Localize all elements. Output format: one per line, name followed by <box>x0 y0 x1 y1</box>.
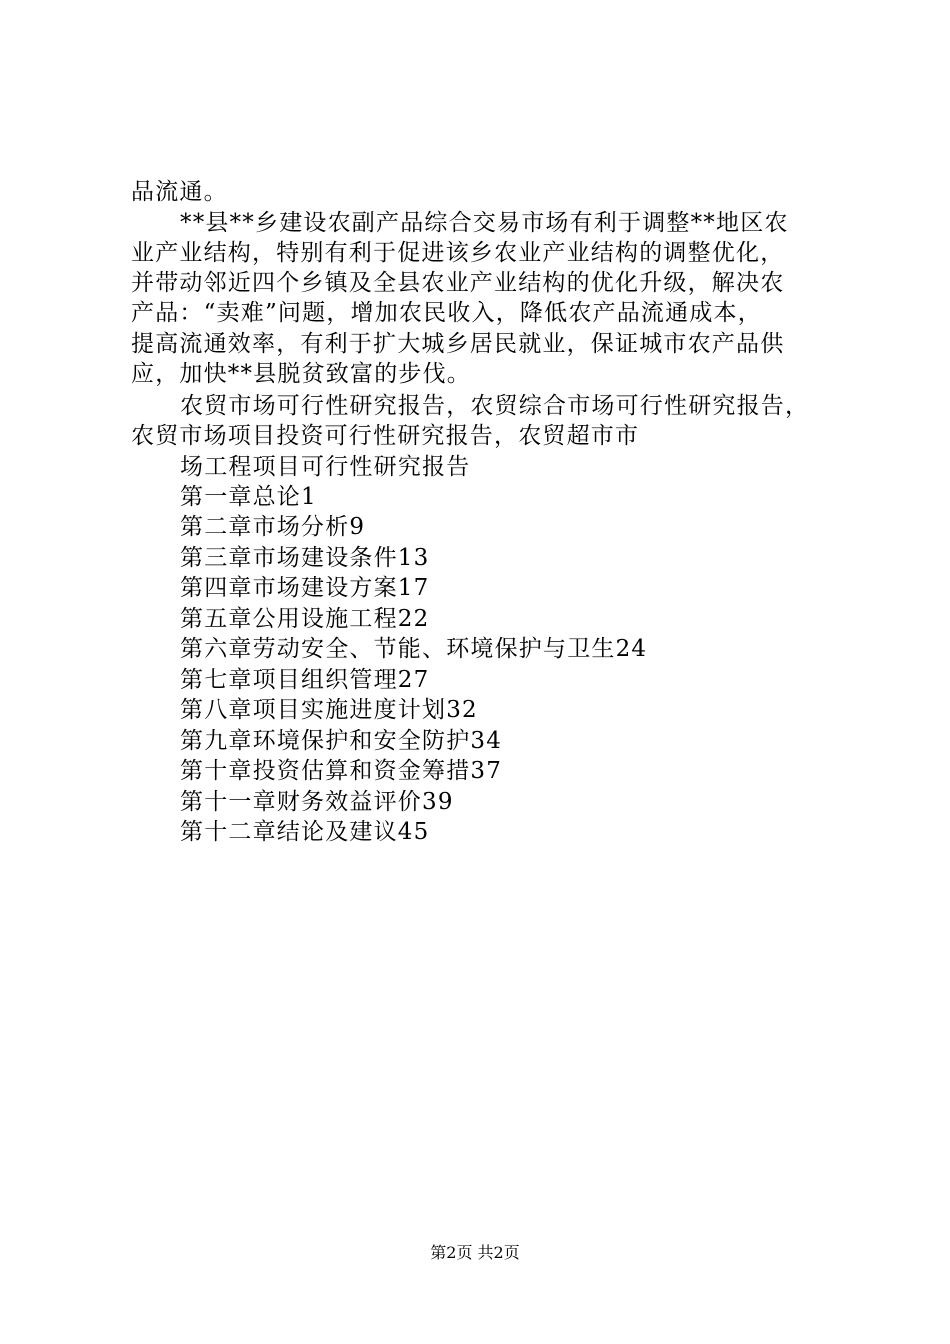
toc-entry: 第一章总论1 <box>180 484 317 510</box>
body-line: **县**乡建设农副产品综合交易市场有利于调整**地区农 <box>180 210 789 236</box>
body-line: 农贸市场可行性研究报告，农贸综合市场可行性研究报告， <box>180 393 810 419</box>
toc-entry: 第四章市场建设方案17 <box>180 575 430 601</box>
toc-entry: 第九章环境保护和安全防护34 <box>180 728 503 754</box>
body-line: 品流通。 <box>131 179 228 205</box>
toc-entry: 第六章劳动安全、节能、环境保护与卫生24 <box>180 636 648 662</box>
page-footer: 第2页 共2页 <box>430 1243 520 1262</box>
toc-entry: 第十二章结论及建议45 <box>180 819 430 845</box>
toc-entry: 第五章公用设施工程22 <box>180 606 430 632</box>
toc-entry: 第八章项目实施进度计划32 <box>180 697 478 723</box>
body-line: 并带动邻近四个乡镇及全县农业产业结构的优化升级，解决农 <box>131 270 785 296</box>
toc-entry: 第七章项目组织管理27 <box>180 667 430 693</box>
toc-entry: 第二章市场分析9 <box>180 514 366 540</box>
body-line: 业产业结构，特别有利于促进该乡农业产业结构的调整优化， <box>131 240 785 266</box>
toc-entry: 第十一章财务效益评价39 <box>180 789 454 815</box>
body-line: 产品：“卖难”问题，增加农民收入，降低农产品流通成本， <box>131 300 762 326</box>
body-line: 场工程项目可行性研究报告 <box>180 454 471 480</box>
toc-entry: 第三章市场建设条件13 <box>180 545 430 571</box>
body-line: 应，加快**县脱贫致富的步伐。 <box>131 361 471 387</box>
body-line: 提高流通效率，有利于扩大城乡居民就业，保证城市农产品供 <box>131 331 785 357</box>
body-line: 农贸市场项目投资可行性研究报告，农贸超市市 <box>131 423 640 449</box>
toc-entry: 第十章投资估算和资金筹措37 <box>180 758 503 784</box>
